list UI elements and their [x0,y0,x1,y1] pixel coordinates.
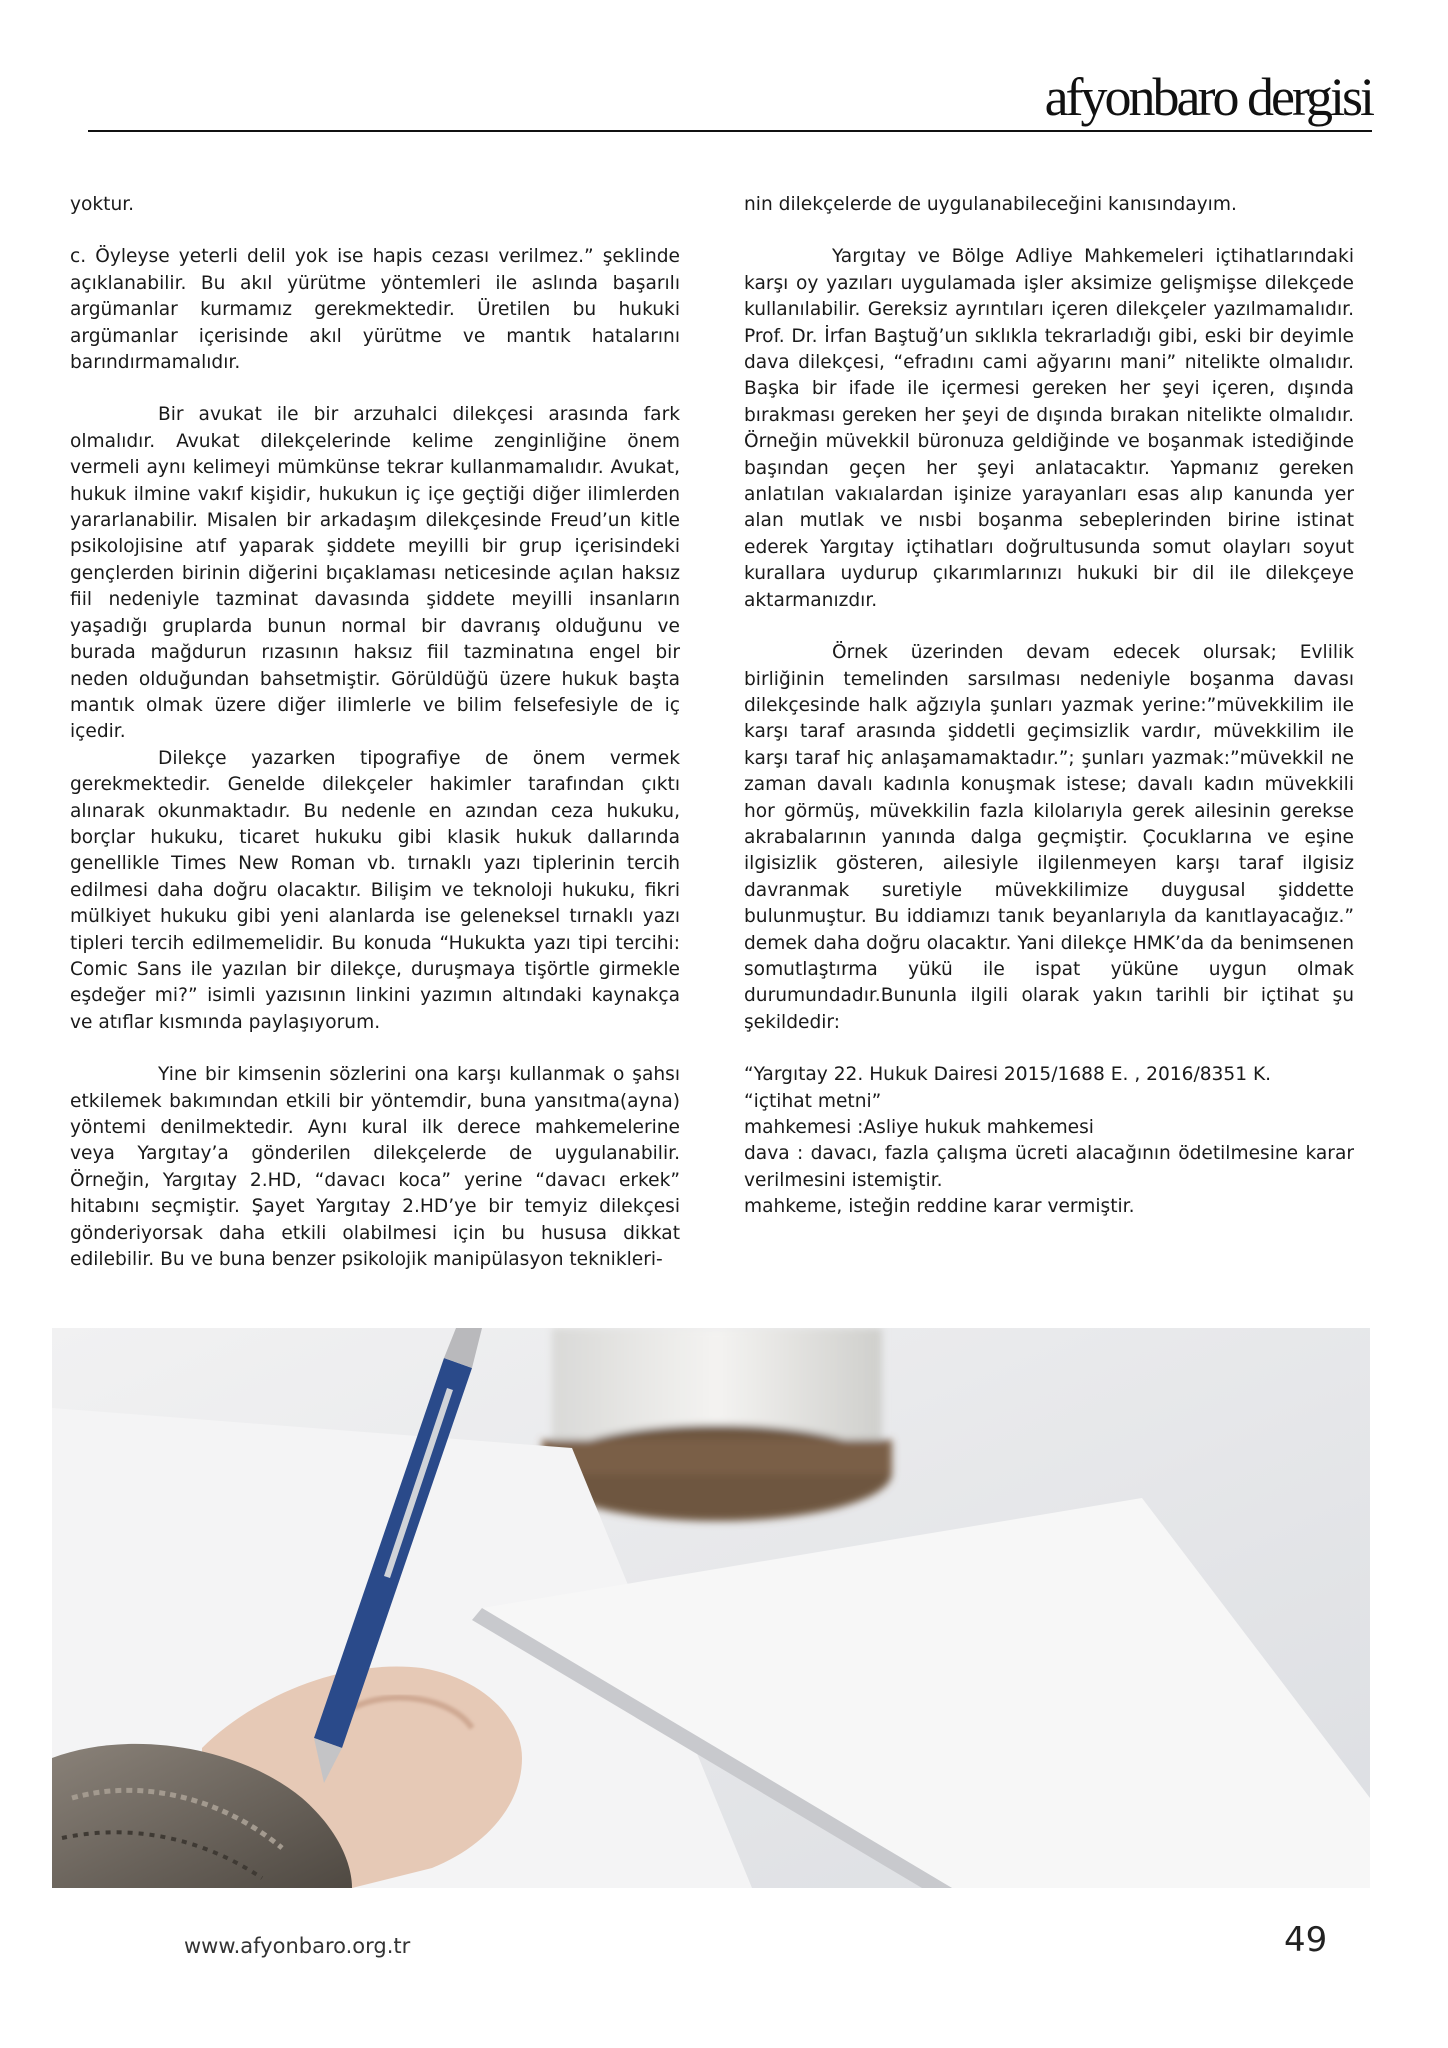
quote-decision: mahkeme, isteğin reddine karar vermiştir. [744,1196,1135,1218]
header-rule [88,130,1372,132]
left-paragraph-1: yoktur. [70,194,135,215]
right-paragraph-1: nin dilekçelerde de uygulanabileceğini kanısındayım. [744,194,1237,215]
coffee-cup [542,1328,892,1521]
right-column [744,192,1354,1221]
left-column [70,192,680,1299]
right-paragraph-3: Örnek üzerinden devam edecek olursak; Evlilik birliğinin temelinden sarsılması nedeniyle boşanma davası dilekçesinde halk ağzıyla şunları yazmak yerine:”müvekkilim ile karşı taraf arasında şiddetli geçimsizlik vardır, müvekkilim ile karşı taraf hiç anlaşamamaktadır.”; şunları yazmak:”müvekkil ne zaman davalı kadınla konuşmak istese; davalı kadın müvekkili hor görmüş, müvekkilin fazla kilolarıyla gerek ailesinin gerekse akrabalarının yanında dalga geçmiştir. Çocuklarına ve eşine ilgisizlik gösteren, ailesiyle ilgilenmeyen karşı taraf ilgisiz davranmak suretiyle müvekkilimize duygusal şiddette bulunmuştur. Bu iddiamızı tanık beyanlarıyla da kanıtlayacağız.” demek daha doğru olacaktır. Yani dilekçe HMK’da da benimsenen somutlaştırma yükü ile ispat yüküne uygun olmak durumundadır.Bununla ilgili olarak yakın tarihli bir içtihat şu şekildedir: [744,642,1354,1033]
left-paragraph-4: Dilekçe yazarken tipografiye de önem vermek gerekmektedir. Genelde dilekçeler hakimler tarafından çıktı alınarak okunmaktadır. Bu nedenle en azından ceza hukuku, borçlar hukuku, ticaret hukuku gibi klasik hukuk dallarında genellikle Times New Roman vb. tırnaklı yazı tiplerinin tercih edilmesi daha doğru olacaktır. Bilişim ve teknoloji hukuku, fikri mülkiyet hukuku gibi yeni alanlarda ise geleneksel tırnaklı yazı tipleri tercih edilmemelidir. Bu konuda “Hukukta yazı tipi tercihi: Comic Sans ile yazılan bir dilekçe, duruşmaya tişörtle girmekle eşdeğer mi?” isimli yazısının linkini yazımın altındaki kaynakça ve atıflar kısmında paylaşıyorum. [70,747,680,1033]
quote-title: “içtihat metni” [744,1090,882,1112]
page-number: 49 [1284,1920,1328,1960]
left-paragraph-5: Yine bir kimsenin sözlerini ona karşı kullanmak o şahsı etkilemek bakımından etkili bir yöntemdir, buna yansıtma(ayna) yöntemi denilmektedir. Aynı kural ilk derece mahkemelerine veya Yargıtay’a gönderilen dilekçelerde de uygulanabilir. Örneğin, Yargıtay 2.HD, “davacı koca” yerine “davacı erkek” hitabını seçmiştir. Şayet Yargıtay 2.HD’ye bir temyiz dilekçesi gönderiyorsak daha etkili olabilmesi için bu hususa dikkat edilebilir. Bu ve buna benzer psikolojik manipülasyon teknikleri- [70,1064,680,1271]
quote-case-reference: “Yargıtay 22. Hukuk Dairesi 2015/1688 E. , 2016/8351 K. [744,1064,1272,1086]
quote-court: mahkemesi :Asliye hukuk mahkemesi [744,1117,1094,1138]
writing-hand-photo [52,1328,1370,1888]
quote-claim: dava : davacı, fazla çalışma ücreti alacağının ödetilmesine karar verilmesini istemiştir. [744,1143,1354,1191]
right-paragraph-2: Yargıtay ve Bölge Adliye Mahkemeleri içtihatlarındaki karşı oy yazıları uygulamada işler aksimize gelişmişse dilekçede kullanılabilir. Gereksiz ayrıntıları içeren dilekçeler yazılmamalıdır. Prof. Dr. İrfan Baştuğ’un sıklıkla tekrarladığı gibi, eski bir deyimle dava dilekçesi, “efradını cami ağyarını mani” nitelikte olmalıdır. Başka bir ifade ile içermesi gereken her şeyi içeren, dışında bırakması gereken her şeyi de dışında bırakan nitelikte olmalıdır. Örneğin müvekkil büronuza geldiğinde ve boşanmak istediğinde başından geçen her şeyi anlatacaktır. Yapmanız gereken anlatılan vakıalardan işinize yarayanları esas alıp kanunda yer alan mutlak ve nısbi boşanma sebeplerinden birine istinat ederek Yargıtay içtihatları doğrultusunda somut olayları soyut kurallara uydurup çıkarımlarınızı hukuki bir dil ile dilekçeye aktarmanızdır. [744,246,1354,611]
left-paragraph-2: c. Öyleyse yeterli delil yok ise hapis cezası verilmez.” şeklinde açıklanabilir. Bu akıl yürütme yöntemleri ile aslında başarılı argümanlar kurmamız gerekmektedir. Üretilen bu hukuki argümanlar içerisinde akıl yürütme ve mantık hatalarını barındırmamalıdır. [70,246,680,374]
left-paragraph-3: Bir avukat ile bir arzuhalci dilekçesi arasında fark olmalıdır. Avukat dilekçelerinde kelime zenginliğine önem vermeli aynı kelimeyi mümkünse tekrar kullanmamalıdır. Avukat, hukuk ilmine vakıf kişidir, hukukun iç içe geçtiği diğer ilimlerden yararlanabilir. Misalen bir arkadaşım dilekçesinde Freud’un kitle psikolojisine atıf yaparak şiddete meyilli bir grup içerisindeki gençlerden birinin diğerini bıçaklaması neticesinde açılan haksız fiil nedeniyle tazminat davasında şiddete meyilli insanların yaşadığı gruplarda bunun normal bir davranış olduğunu ve burada mağdurun rızasının haksız fiil tazminatına engel bir neden olduğundan bahsetmiştir. Görüldüğü üzere hukuk başta mantık olmak üzere diğer ilimlerle ve bilim felsefesiyle de iç içedir. [70,404,680,743]
magazine-masthead: afyonbaro dergisi [1044,67,1372,127]
footer-website-url: www.afyonbaro.org.tr [184,1934,411,1958]
